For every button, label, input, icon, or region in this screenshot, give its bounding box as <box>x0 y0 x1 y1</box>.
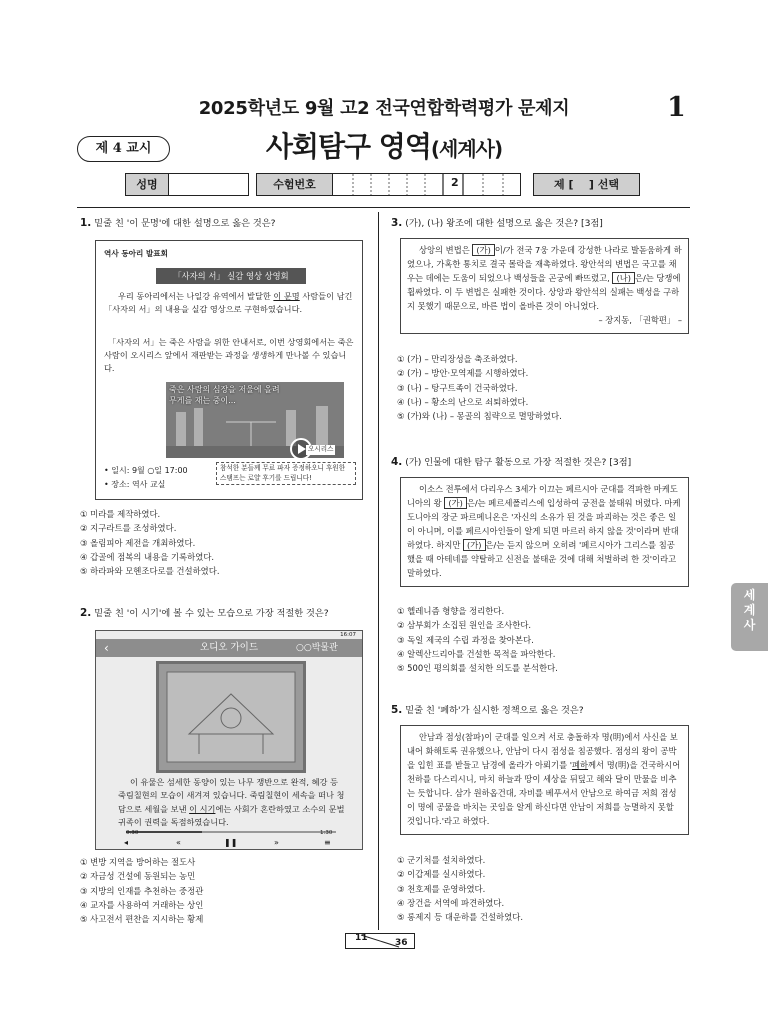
q5-option-3[interactable]: ③ 천호제를 운영하였다. <box>397 883 486 894</box>
museum-name: ○○박물관 <box>296 643 338 653</box>
column-divider <box>378 212 379 930</box>
q2-option-5[interactable]: ⑤ 사고전서 편찬을 지시하는 황제 <box>80 914 204 925</box>
book-of-dead-video[interactable] <box>166 382 344 458</box>
q2-option-4[interactable]: ④ 교자를 사용하여 거래하는 상인 <box>80 899 204 910</box>
q2-option-2[interactable]: ② 자금성 건설에 동원되는 농민 <box>80 871 196 882</box>
page-counter <box>345 933 415 949</box>
question-1-text: 밑줄 친 '이 문명'에 대한 설명으로 옳은 것은? <box>94 218 276 229</box>
question-5-passage: 안남과 점성(참파)이 군대를 일으켜 서로 충돌하자 명(明)에서 사신을 보내어 화해토록 권유했으나, 안남이 다시 점성을 침공했다. 점성의 왕이 공박을 입힌 표를 받들고 남경에 올라가 아뢰기를 '폐하께서 명(明)을 건국하시어 천하를 다스리시니, 마치 하늘과 땅이 세상을 뒤덮고 해와 달이 만물을 비추는 듯합니다. 삼가 원하옵건대, 자비를 베푸셔서 안남으로 하여금 저희 점성이 명에 공물을 바치는 곳임을 알게 하신다면 안남이 저희를 능멸하지 못할 것입니다.'라고 하였다. <box>400 725 689 835</box>
app-header <box>96 639 362 657</box>
q4-option-5[interactable]: ⑤ 500인 평의회를 설치한 의도를 분석한다. <box>397 663 558 674</box>
q1-option-1[interactable]: ① 미라를 제작하였다. <box>80 509 161 519</box>
question-2-text: 밑줄 친 '이 시기'에 볼 수 있는 모습으로 가장 적절한 것은? <box>94 608 329 619</box>
exam-number-field[interactable] <box>256 173 521 196</box>
question-5-text: 밑줄 친 '폐하'가 실시한 정책으로 옳은 것은? <box>405 705 584 716</box>
audio-guide-phone <box>95 630 363 850</box>
question-3-number: 3. <box>391 217 403 229</box>
name-label: 성명 <box>126 174 169 195</box>
app-title: 오디오 가이드 <box>199 642 259 653</box>
passage-source: – 장지동, 「권학편」 – <box>598 314 682 325</box>
selection-field[interactable] <box>533 173 640 196</box>
subject-side-tab <box>731 583 768 651</box>
question-3-passage: 상앙의 변법은 (가) 이/가 전국 7웅 가운데 강성한 나라로 발돋움하게 하였으나, 가혹한 통치로 결국 몰락을 재촉하였다. 왕안석의 변법은 국고를 채우는 데에는 도움이 되었으나 백성들을 곤궁에 빠뜨렸고, (나) 은/는 당쟁에 휩싸였다. 이 두 변법은 실패한 것이다. 상앙과 왕안석의 실패는 백성을 구하지 못했기 때문으로, 바른 법이 올바른 것이 아니었다. – 장지동, 「권학편」 – <box>400 238 689 334</box>
pause-icon[interactable]: ❚❚ <box>224 838 238 847</box>
event-note: 참석한 분들께 무료 파자 증정하오니 후원한 스탬프는 로얄 후기를 드립니다! <box>216 462 356 485</box>
poster-paragraph-2: 「사자의 서」는 죽은 사람을 위한 안내서로, 이번 상영회에서는 죽은 사람이 오시리스 앞에서 재판받는 과정을 생생하게 만나볼 수 있습니다. <box>104 337 354 374</box>
q5-option-5[interactable]: ⑤ 롱제지 등 대운하를 건설하였다. <box>397 912 523 923</box>
question-4-passage: 이소스 전투에서 다리우스 3세가 이끄는 페르시아 군대를 격파한 마케도니아의 왕 (가) 은/는 페르세폴리스에 입성하여 궁전을 불태워 버렸다. 마케도니아의 장군 파르메니온은 '자신의 소유가 된 것을 파괴하는 것은 좋은 일이 아니며, 이를 페르시아인들이 알게 되면 마르러 하지 않을 것'이라며 반대하였다. 하지만 (가) 은/는 듣지 않으며 오히려 '페르시아가 그리스를 침공했을 때 아테네를 약탈하고 신전을 불태운 것에 대해 처벌하려 한 것'이라고 말하였다. <box>400 477 689 587</box>
tray-carving-icon <box>159 664 303 770</box>
question-2-title <box>80 606 375 622</box>
exam-number-label: 수험번호 <box>257 174 333 195</box>
poster-paragraph-1: 우리 동아리에서는 나일강 유역에서 발달한 이 문명 사람들이 남긴 「사자의 서」의 내용을 실감 영상으로 구현하였습니다. <box>104 291 353 315</box>
club-name: 역사 동아리 발표회 <box>104 249 168 258</box>
menu-icon[interactable]: ≡ <box>324 838 331 847</box>
poster-banner: 「사자의 서」 실감 영상 상영회 <box>156 268 306 284</box>
progress-track[interactable] <box>126 831 336 833</box>
time-end: 1:30 <box>320 830 333 836</box>
q5-option-2[interactable]: ② 이갑제를 실시하였다. <box>397 869 486 880</box>
q1-option-4[interactable]: ④ 갑골에 점복의 내용을 기록하였다. <box>80 551 215 562</box>
q4-option-3[interactable]: ③ 독일 제국의 수립 과정을 찾아본다. <box>397 634 534 645</box>
question-4-number: 4. <box>391 456 403 468</box>
blank-ga-1: (가) <box>444 497 467 509</box>
question-2-options <box>80 855 203 926</box>
time-start: 0:30 <box>126 830 139 836</box>
q1-option-3[interactable]: ③ 올림피아 제전을 개최하였다. <box>80 537 196 548</box>
question-5-options <box>397 853 523 924</box>
side-tab-label: 세계사 <box>743 588 756 632</box>
event-place: • 장소: 역사 교실 <box>104 480 166 489</box>
question-1-options <box>80 507 220 578</box>
wooden-tray-image <box>156 661 306 773</box>
exam-number-digit: 2 <box>451 176 459 189</box>
blank-na: (나) <box>612 272 635 284</box>
blank-ga-2: (가) <box>463 539 486 551</box>
question-3-text: (가), (나) 왕조에 대한 설명으로 옳은 것은? [3점] <box>405 218 603 229</box>
page-current: 11 <box>355 933 368 943</box>
name-field[interactable] <box>125 173 249 196</box>
question-1-number: 1. <box>80 217 92 229</box>
q4-option-1[interactable]: ① 헬레니즘 형향을 정리한다. <box>397 606 505 616</box>
subject-title <box>0 126 768 167</box>
q3-option-1[interactable]: ① (가) – 만리장성을 축조하였다. <box>397 354 518 364</box>
exam-number-grid <box>333 174 522 195</box>
osiris-tag: 오시리스 <box>308 445 334 453</box>
audio-caption: 이 유물은 섬세한 동양이 있는 나무 쟁반으로 완적, 혜강 등 죽림칠현의 모습이 새겨져 있습니다. 죽림칠현이 세속을 떠나 청담으로 세월을 보낸 이 시기에는 사회가 혼란하였고 소수의 문벌 귀족이 권력을 독점하였습니다. <box>118 777 345 827</box>
q5-option-1[interactable]: ① 군기처를 설치하였다. <box>397 855 486 865</box>
q3-option-3[interactable]: ③ (나) – 탕구트족이 건국하였다. <box>397 382 518 393</box>
selection-label: 제 [ ] 선택 <box>554 178 619 191</box>
underlined-majesty: 폐하 <box>572 759 589 770</box>
subject-main: 사회탐구 영역 <box>265 130 431 163</box>
question-1-title <box>80 216 375 232</box>
exam-title: 2025학년도 9월 고2 전국연합학력평가 문제지 <box>198 98 570 119</box>
period-label: 제 4 교시 <box>77 136 170 162</box>
q2-option-3[interactable]: ③ 지방의 인재를 추천하는 중정관 <box>80 885 204 896</box>
question-4-options <box>397 604 558 675</box>
q3-option-2[interactable]: ② (가) – 방안·모역제를 시행하였다. <box>397 368 529 379</box>
status-bar: 16:07 <box>340 632 356 638</box>
back-icon[interactable]: ‹ <box>104 641 109 655</box>
q1-option-2[interactable]: ② 지구라트를 조성하였다. <box>80 523 177 534</box>
page-number: 1 <box>667 92 686 123</box>
page-total: 36 <box>395 938 408 948</box>
q5-option-4[interactable]: ④ 장건을 서역에 파견하였다. <box>397 897 505 908</box>
q4-option-2[interactable]: ② 삼부회가 소집된 원인을 조사한다. <box>397 620 532 631</box>
q2-option-1[interactable]: ① 변방 지역을 방어하는 절도사 <box>80 857 196 867</box>
blank-ga: (가) <box>472 244 495 256</box>
q4-option-4[interactable]: ④ 알렉산드리아를 건설한 목적을 파악한다. <box>397 648 556 659</box>
underlined-period: 이 시기 <box>189 803 216 814</box>
question-5-number: 5. <box>391 704 403 716</box>
player-controls <box>96 837 362 849</box>
header-rule <box>77 207 690 208</box>
question-4-title <box>391 455 691 471</box>
question-5-title <box>391 703 691 719</box>
q3-option-5[interactable]: ⑤ (가)와 (나) – 몽골의 침략으로 멸망하였다. <box>397 411 562 422</box>
q1-option-5[interactable]: ⑤ 하라파와 모헨조다로를 건설하였다. <box>80 566 220 577</box>
question-4-text: (가) 인물에 대한 탐구 활동으로 가장 적절한 것은? [3점] <box>405 457 632 468</box>
question-3-title <box>391 216 691 232</box>
underlined-civilization: 이 문명 <box>273 291 300 301</box>
volume-icon[interactable]: ◂ <box>124 838 129 847</box>
question-3-options <box>397 352 562 423</box>
event-date: • 일시: 9월 ○일 17:00 <box>104 466 188 475</box>
question-2-number: 2. <box>80 607 92 619</box>
question-1-poster <box>95 240 363 500</box>
rewind-icon[interactable]: « <box>176 838 181 847</box>
q3-option-4[interactable]: ④ (나) – 황소의 난으로 쇠퇴하였다. <box>397 396 529 407</box>
subject-sub: (세계사) <box>430 137 503 161</box>
video-overlay-text: 죽은 사람의 심장을 저울에 올려 무게를 재는 중이... <box>169 385 280 406</box>
forward-icon[interactable]: » <box>274 838 279 847</box>
